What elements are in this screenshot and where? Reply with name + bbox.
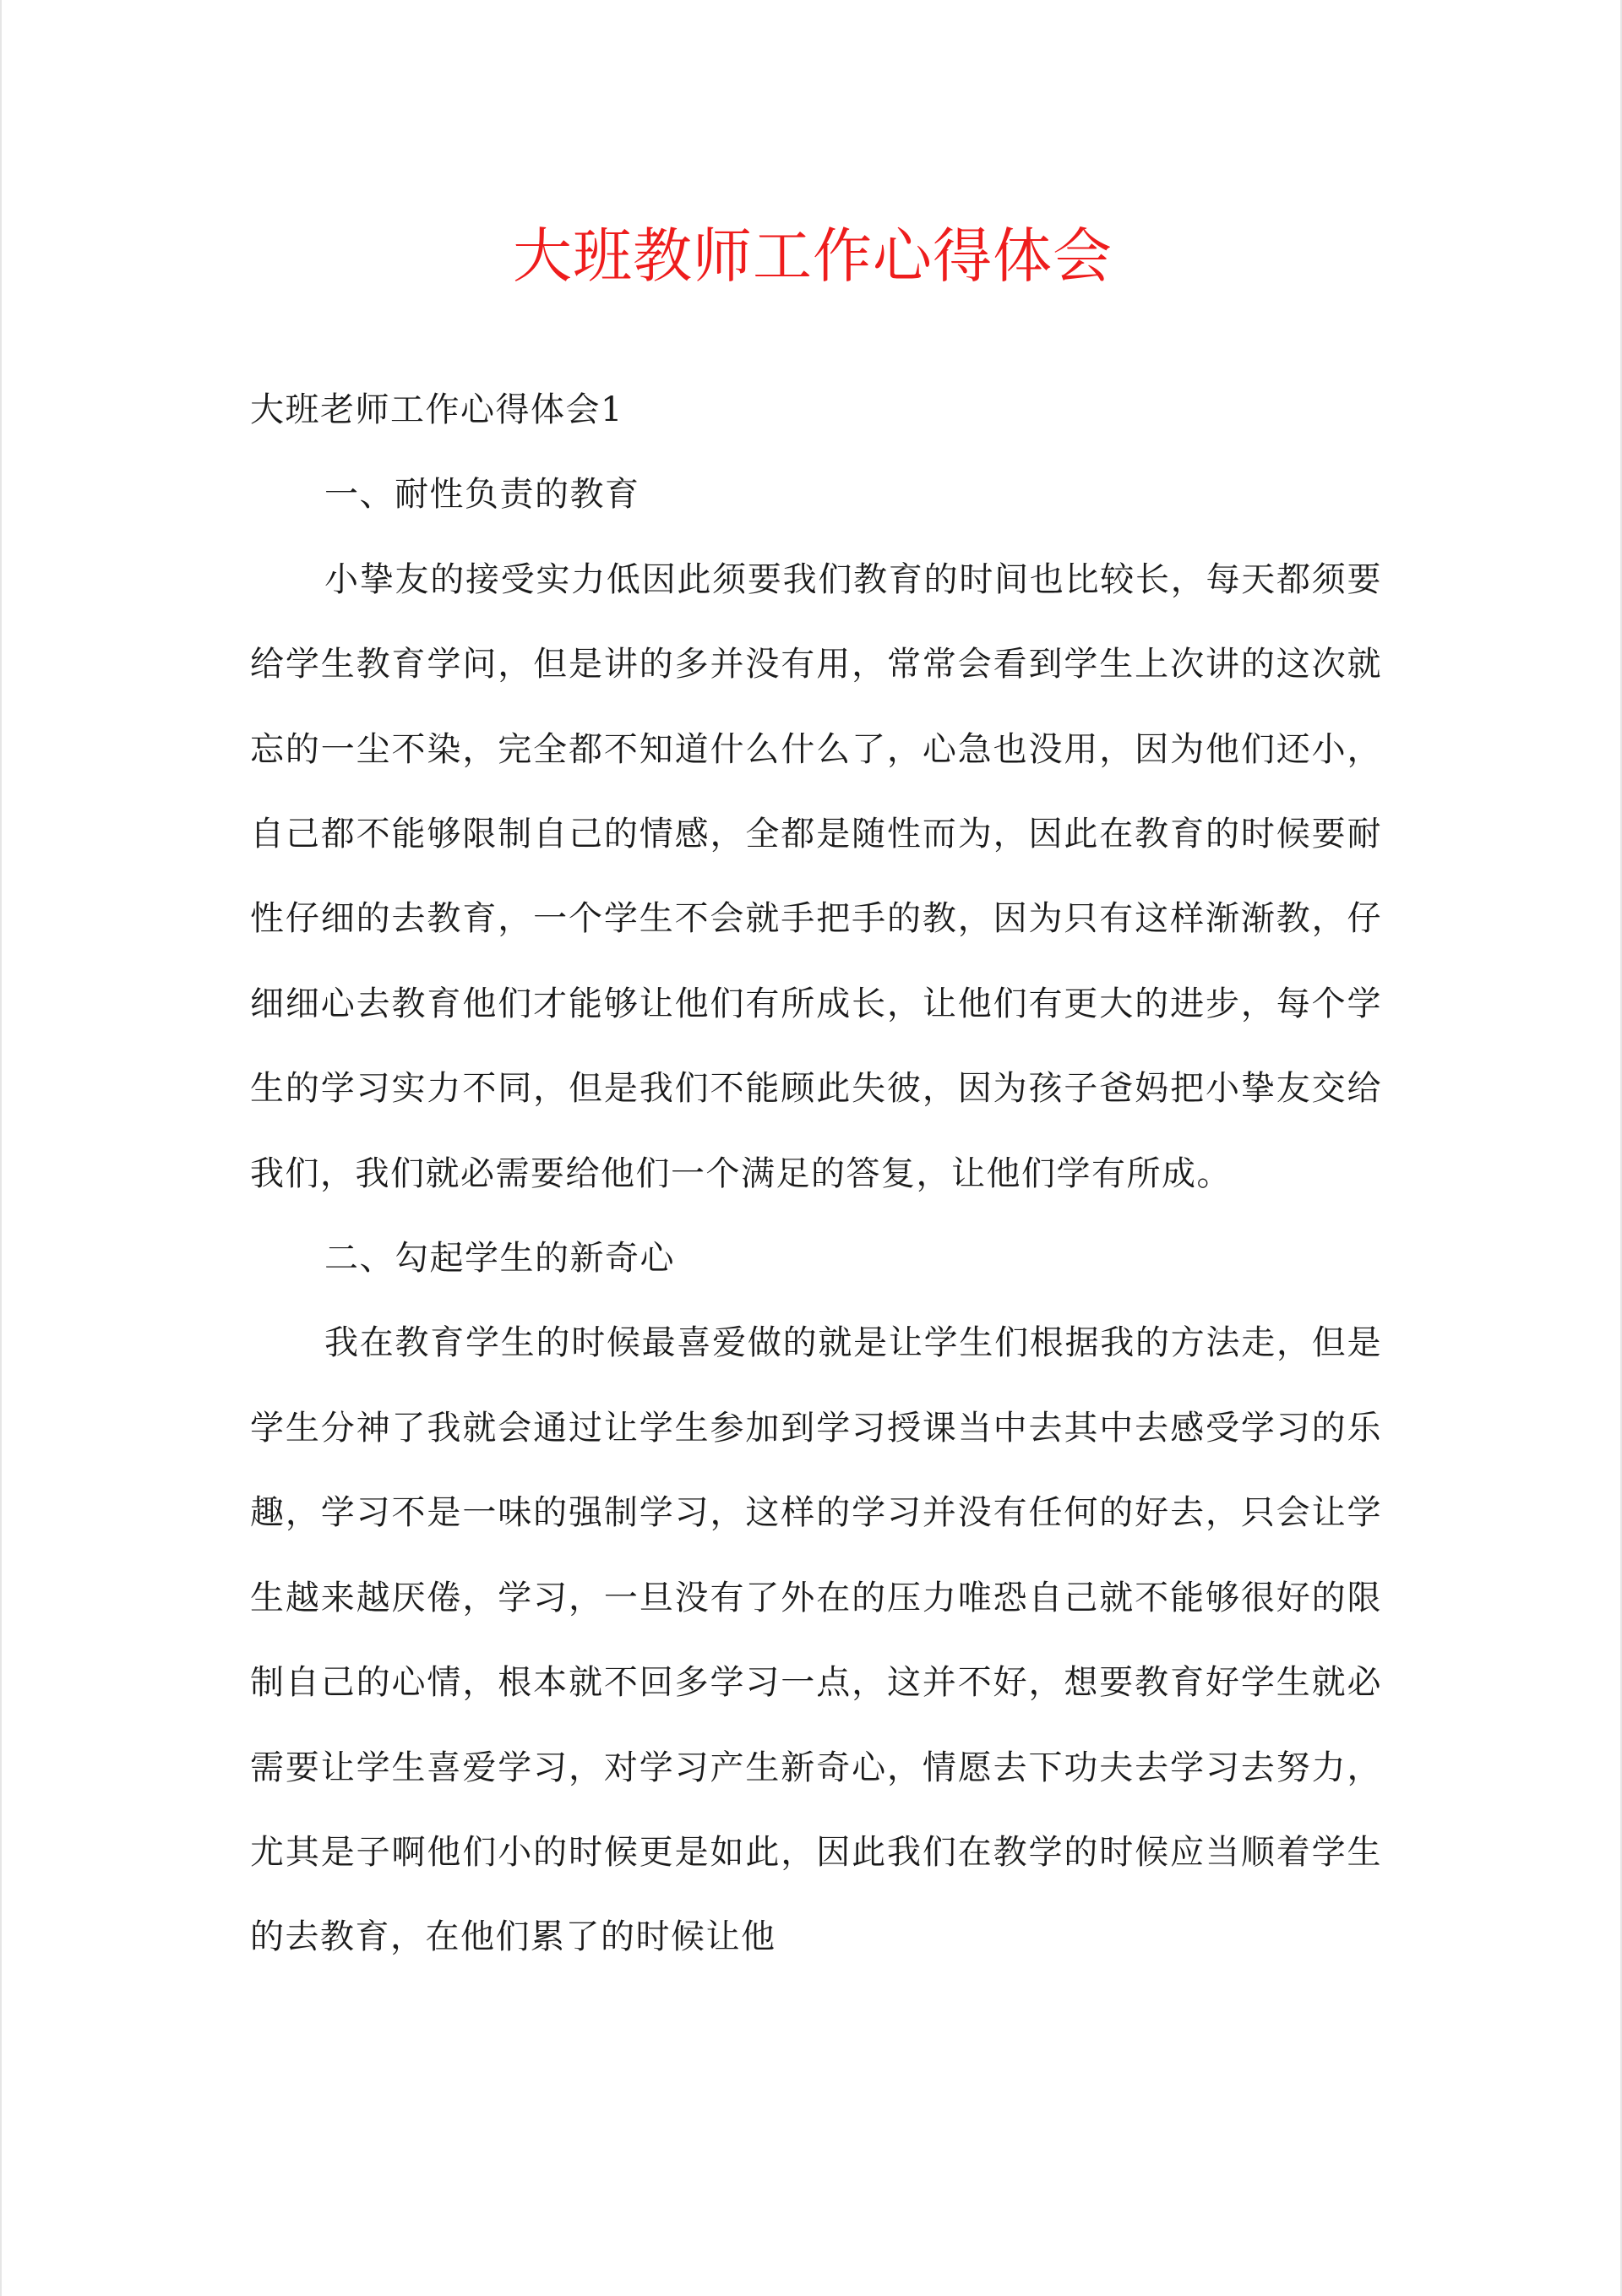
subheading-patience: 一、耐性负责的教育 (324, 475, 640, 515)
document-title: 大班教师工作心得体会 (513, 221, 1113, 291)
document-body (250, 368, 1382, 1980)
paragraph-curiosity: 我在教育学生的时候最喜爱做的就是让学生们根据我的方法走，但是学生分神了我就会通过让学生参加到学习授课当中去其中去感受学习的乐趣，学习不是一味的强制学习，这样的学习并没有任何的好去，只会让学生越来越厌倦，学习，一旦没有了外在的压力唯恐自己就不能够很好的限制自己的心情，根本就不回多学习一点，这并不好，想要教育好学生就必需要让学生喜爱学习，对学习产生新奇心，情愿去下功夫去学习去努力，尤其是子啊他们小的时候更是如此，因此我们在教学的时候应当顺着学生的去教育，在他们累了的时候让他 (250, 1323, 1382, 1957)
paragraph-patience: 小挚友的接受实力低因此须要我们教育的时间也比较长，每天都须要给学生教育学问，但是讲的多并没有用，常常会看到学生上次讲的这次就忘的一尘不染，完全都不知道什么什么了，心急也没用，因为他们还小，自己都不能够限制自己的情感，全都是随性而为，因此在教育的时候要耐性仔细的去教育，一个学生不会就手把手的教，因为只有这样渐渐教，仔细细心去教育他们才能够让他们有所成长，让他们有更大的进步，每个学生的学习实力不同，但是我们不能顾此失彼，因为孩子爸妈把小挚友交给我们，我们就必需要给他们一个满足的答复，让他们学有所成。 (250, 559, 1382, 1193)
section-heading: 大班老师工作心得体会1 (250, 390, 623, 429)
subheading-curiosity: 二、勾起学生的新奇心 (324, 1239, 675, 1279)
